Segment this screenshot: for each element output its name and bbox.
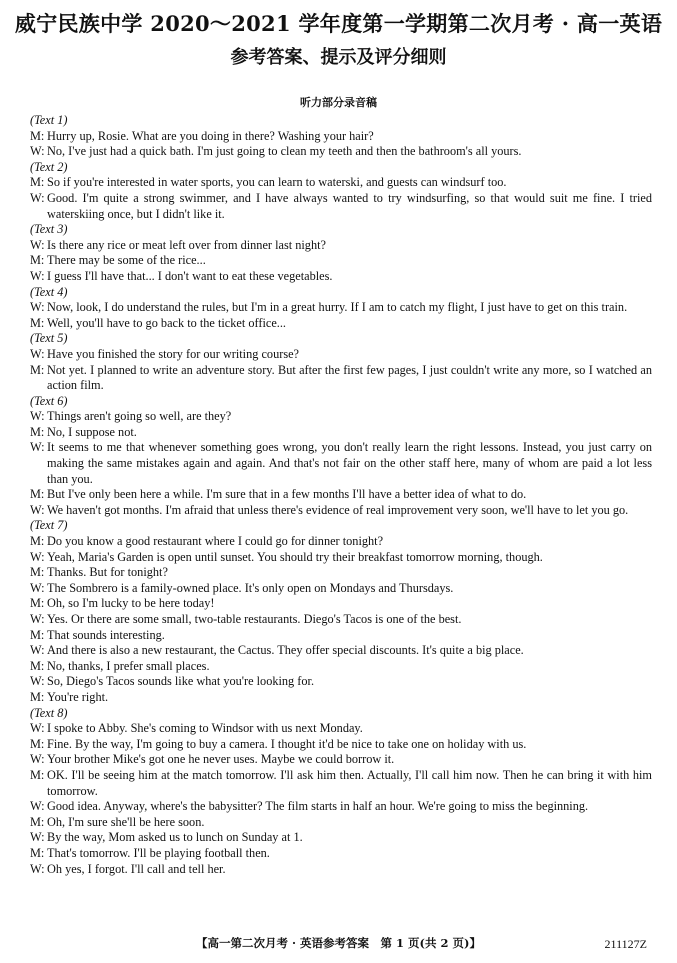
dialogue-line [30, 674, 652, 690]
dialogue-text: Good. I'm quite a strong swimmer, and I have always wanted to try windsurfing, so that would suit me fine. I tried waterskiing once, but I didn't like it. [47, 190, 652, 221]
dialogue-text: That sounds interesting. [47, 627, 165, 642]
dialogue-text: Yeah, Maria's Garden is open until sunset. You should try their breakfast tomorrow morning, though. [47, 549, 543, 564]
dialogue-line [30, 363, 652, 394]
dialogue-line [30, 799, 652, 815]
dialogue-text: It seems to me that whenever something goes wrong, you don't really learn the right lessons. Instead, you just carry on making the same mistakes again and again. And that's not fair on the other staff here, many of whom are paid a lot less than you. [47, 440, 652, 486]
dialogue-text: Fine. By the way, I'm going to buy a camera. I thought it'd be nice to take one on holiday with us. [47, 736, 527, 751]
dialogue-text: No, I've just had a quick bath. I'm just going to clean my teeth and then the bathroom's all yours. [47, 144, 522, 159]
dialogue-line [30, 144, 652, 160]
dialogue-text: Have you finished the story for our writing course? [47, 346, 300, 361]
document-subtitle: 参考答案、提示及评分细则 [230, 47, 447, 68]
speaker-label: M: [30, 814, 45, 829]
dialogue-text: Well, you'll have to go back to the ticket office... [47, 315, 287, 330]
speaker-label: W: [30, 674, 45, 689]
dialogue-line [30, 581, 652, 597]
document-code: 211127Z [604, 937, 647, 951]
speaker-label: W: [30, 612, 45, 626]
dialogue-text: There may be some of the rice... [47, 253, 206, 268]
dialogue-line [30, 659, 652, 675]
speaker-label: W: [30, 549, 45, 564]
speaker-label: M: [30, 128, 45, 143]
speaker-label: W: [30, 643, 45, 658]
dialogue-line [30, 129, 652, 145]
speaker-label: W: [30, 721, 45, 736]
dialogue-text: Hurry up, Rosie. What are you doing in there? Washing your hair? [47, 128, 374, 143]
dialogue-line [30, 752, 652, 768]
speaker-label: M: [30, 534, 45, 549]
dialogue-line [30, 830, 652, 846]
dialogue-text: Oh, so I'm lucky to be here today! [47, 596, 215, 611]
dialogue-text: So, Diego's Tacos sounds like what you're looking for. [47, 674, 315, 689]
dialogue-text: I spoke to Abby. She's coming to Windsor with us next Monday. [47, 721, 363, 736]
dialogue-text: Good idea. Anyway, where's the babysitter? The film starts in half an hour. We're going to miss the beginning. [47, 799, 589, 814]
dialogue-text: No, thanks, I prefer small places. [47, 658, 210, 673]
dialogue-text: And there is also a new restaurant, the Cactus. They offer special discounts. It's quite a big place. [47, 643, 524, 658]
dialogue-text: Now, look, I do understand the rules, but I'm in a great hurry. If I am to catch my flight, I just have to get on this train. [47, 300, 628, 315]
speaker-label: M: [30, 253, 45, 268]
dialogue-line [30, 425, 652, 441]
dialogue-line [30, 487, 652, 503]
dialogue-text: OK. I'll be seeing him at the match tomorrow. I'll ask him then. Actually, I'll call him now. Then he can bring it with him tomorrow. [47, 767, 652, 798]
text-label: (Text 5) [30, 331, 68, 346]
speaker-label: W: [30, 300, 45, 315]
dialogue-line [30, 238, 652, 254]
speaker-label: M: [30, 565, 45, 580]
section-title: 听力部分录音稿 [300, 96, 377, 109]
speaker-label: M: [30, 767, 45, 782]
dialogue-line [30, 721, 652, 737]
document-title: 威宁民族中学 2020～2021 学年度第一学期第二次月考 · 高一英语 [14, 11, 663, 36]
dialogue-text: We haven't got months. I'm afraid that unless there's evidence of real improvement very soon, we'll have to let you go. [47, 502, 629, 517]
dialogue-line [30, 550, 652, 566]
dialogue-text: The Sombrero is a family-owned place. It's only open on Mondays and Thursdays. [47, 580, 454, 595]
speaker-label: M: [30, 487, 45, 502]
dialogue-line [30, 612, 652, 628]
text-label: (Text 7) [30, 518, 68, 533]
dialogue-text: But I've only been here a while. I'm sure that in a few months I'll have a better idea of what to do. [47, 487, 527, 502]
speaker-label: W: [30, 752, 45, 767]
speaker-label: W: [30, 861, 45, 876]
dialogue-line [30, 737, 652, 753]
dialogue-line [30, 300, 652, 316]
text-label: (Text 8) [30, 705, 68, 720]
transcript [30, 113, 652, 877]
dialogue-line [30, 347, 652, 363]
dialogue-line [30, 846, 652, 862]
dialogue-line [30, 768, 652, 799]
speaker-label: W: [30, 144, 45, 159]
dialogue-line [30, 191, 652, 222]
speaker-label: M: [30, 362, 45, 377]
speaker-label: M: [30, 627, 45, 642]
dialogue-text: Do you know a good restaurant where I could go for dinner tonight? [47, 534, 384, 549]
text-label: (Text 2) [30, 159, 68, 174]
dialogue-text: Your brother Mike's got one he never uses. Maybe we could borrow it. [47, 752, 395, 767]
dialogue-line [30, 862, 652, 878]
speaker-label: W: [30, 502, 45, 517]
dialogue-text: You're right. [47, 689, 109, 704]
speaker-label: W: [30, 346, 45, 361]
dialogue-text: Oh, I'm sure she'll be here soon. [47, 814, 205, 829]
dialogue-text: Thanks. But for tonight? [47, 565, 168, 580]
dialogue-line [30, 503, 652, 519]
dialogue-text: Things aren't going so well, are they? [47, 409, 232, 424]
dialogue-line [30, 628, 652, 644]
dialogue-line [30, 643, 652, 659]
dialogue-text: So if you're interested in water sports, you can learn to waterski, and guests can windsurf too. [47, 175, 507, 190]
dialogue-line [30, 690, 652, 706]
text-label: (Text 4) [30, 284, 68, 299]
dialogue-line [30, 409, 652, 425]
speaker-label: W: [30, 268, 45, 283]
dialogue-line [30, 534, 652, 550]
text-label: (Text 1) [30, 113, 68, 127]
speaker-label: W: [30, 580, 45, 595]
dialogue-text: I guess I'll have that... I don't want to eat these vegetables. [47, 268, 333, 283]
speaker-label: W: [30, 237, 45, 252]
speaker-label: M: [30, 315, 45, 330]
dialogue-line [30, 253, 652, 269]
speaker-label: M: [30, 175, 45, 190]
dialogue-text: Oh yes, I forgot. I'll call and tell her. [47, 861, 226, 876]
dialogue-text: Yes. Or there are some small, two-table restaurants. Diego's Tacos is one of the best. [47, 612, 462, 626]
speaker-label: W: [30, 799, 45, 814]
speaker-label: W: [30, 440, 45, 455]
speaker-label: M: [30, 424, 45, 439]
text-label: (Text 6) [30, 393, 68, 408]
dialogue-text: By the way, Mom asked us to lunch on Sunday at 1. [47, 830, 303, 845]
dialogue-line [30, 175, 652, 191]
dialogue-line [30, 815, 652, 831]
dialogue-line [30, 565, 652, 581]
speaker-label: W: [30, 190, 45, 205]
dialogue-line [30, 440, 652, 487]
speaker-label: W: [30, 409, 45, 424]
page-footer: 【高一第二次月考 · 英语参考答案 第 1 页(共 2 页)】 [196, 936, 481, 950]
dialogue-line [30, 316, 652, 332]
speaker-label: M: [30, 689, 45, 704]
speaker-label: M: [30, 736, 45, 751]
speaker-label: W: [30, 830, 45, 845]
speaker-label: M: [30, 658, 45, 673]
text-label: (Text 3) [30, 222, 68, 237]
dialogue-text: No, I suppose not. [47, 424, 137, 439]
dialogue-line [30, 269, 652, 285]
speaker-label: M: [30, 845, 45, 860]
dialogue-text: Not yet. I planned to write an adventure story. But after the first few pages, I just couldn't write any more, so I watched an action film. [47, 362, 652, 393]
dialogue-text: Is there any rice or meat left over from dinner last night? [47, 237, 326, 252]
dialogue-line [30, 596, 652, 612]
speaker-label: M: [30, 596, 45, 611]
dialogue-text: That's tomorrow. I'll be playing football then. [47, 845, 270, 860]
